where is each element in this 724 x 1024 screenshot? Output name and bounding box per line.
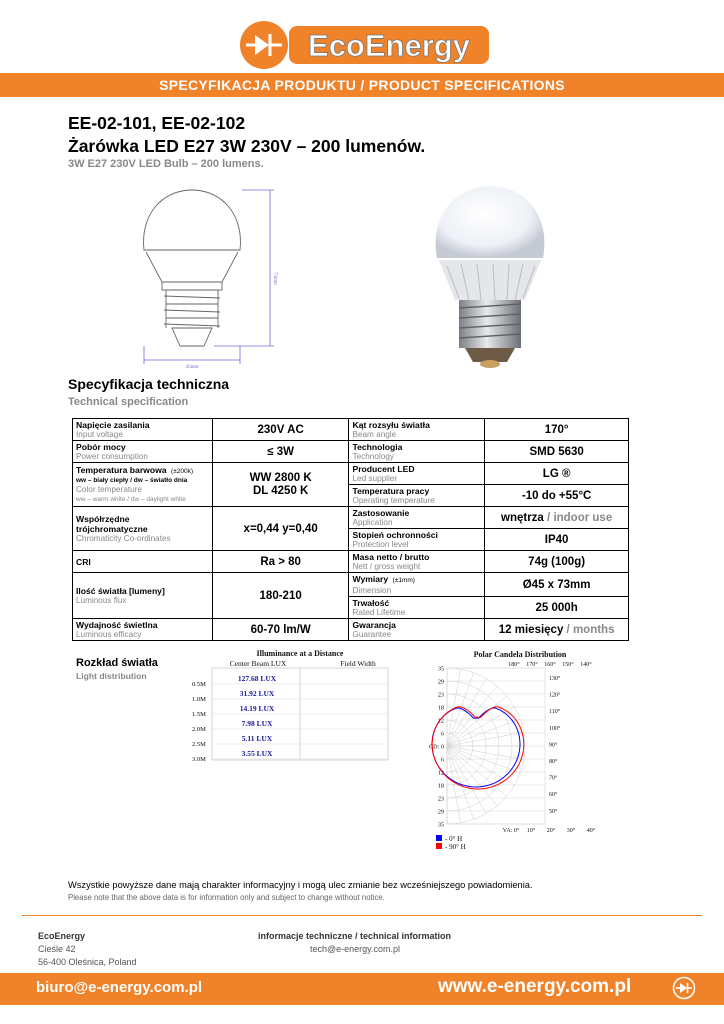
lux-value: 5.11 LUX [241,734,273,743]
spec-value: WW 2800 K DL 4250 K [212,463,349,507]
spec-label: Trwałość Rated Lifetime [349,597,485,619]
spec-label: Ilość światła [lumeny] Luminous flux [73,573,213,619]
logo-text: EcoEnergy [308,28,470,63]
spec-value: 74g (100g) [485,551,629,573]
table-row [73,419,629,441]
legend-swatch-blue [436,835,442,841]
spec-subtitle: Technical specification [68,396,189,408]
banner: SPECYFIKACJA PRODUKTU / PRODUCT SPECIFICATIONS [0,73,724,97]
polar-radial-tick: 12 [437,717,444,725]
polar-radial-tick: 18 [437,704,444,712]
height-dimension: 73mm [272,272,277,285]
product-title-en: 3W E27 230V LED Bulb – 200 lumens. [68,158,264,170]
width-dimension: 45mm [185,365,199,370]
spec-value: x=0,44 y=0,40 [212,507,349,551]
spec-label: Temperatura pracy Operating temperature [349,485,485,507]
polar-angle-top: 180° [508,662,520,668]
spec-value: 60-70 lm/W [212,619,349,641]
polar-angle-top: 150° [562,662,574,668]
spec-value: wnętrza / indoor use [485,507,629,529]
spec-value: 170° [485,419,629,441]
polar-radial-tick: 12 [437,769,444,777]
footer-tech [258,930,451,956]
product-codes: EE-02-101, EE-02-102 [68,113,246,133]
illuminance-title: Illuminance at a Distance [256,649,344,658]
legend-90h: - 90° H [445,843,466,851]
table-row [73,551,629,573]
distribution-title: Rozkład światła [76,657,158,669]
polar-angle-bottom: 40° [586,828,596,834]
polar-angle-top: 140° [580,662,592,668]
spec-label: Współrzędne trójchromatyczne Chromaticity Co-ordinates [73,507,213,551]
polar-radial-tick: 23 [437,691,444,699]
lux-value: 3.55 LUX [241,749,273,758]
illuminance-chart [190,648,390,766]
table-row [73,619,629,641]
polar-angle-top: 160° [544,662,556,668]
footer-tech-email[interactable]: tech@e-energy.com.pl [310,944,401,954]
spec-label: Technologia Technology [349,441,485,463]
polar-angle-bottom: 30° [566,828,576,834]
spec-label: Wydajność świetlna Luminous efficacy [73,619,213,641]
footer-divider [22,915,702,916]
spec-label: Gwarancja Guarantee [349,619,485,641]
bulb-technical-drawing [132,180,292,370]
spec-label: Temperatura barwowa (±200k) ww – biały ciepły / dw – światło dnia Color temperature ww – warm white / dw – daylight white [73,463,213,507]
spec-value: -10 do +55°C [485,485,629,507]
distance-label: 0.5M [192,681,206,688]
spec-value: 230V AC [212,419,349,441]
footer-email-link[interactable]: biuro@e-energy.com.pl [36,979,203,996]
polar-title: Polar Candela Distribution [473,650,567,659]
polar-radial-tick: CD: 0 [429,743,444,751]
legend-0h: - 0° H [445,835,463,843]
illuminance-col-lux: Center Beam LUX [229,659,287,668]
polar-angle-right: 80° [549,759,558,765]
spec-value: 12 miesięcy / months [485,619,629,641]
polar-angle-bottom: VA: 0° [502,828,520,834]
spec-value: 25 000h [485,597,629,619]
polar-angle-top: 170° [526,662,538,668]
table-row [73,441,629,463]
polar-radial-tick: 6 [440,756,444,764]
spec-label: Zastosowanie Application [349,507,485,529]
polar-radial-tick: 35 [437,665,444,673]
spec-value: 180-210 [212,573,349,619]
spec-label: Napięcie zasilania Input voltage [73,419,213,441]
disclaimer-en: Please note that the above data is for information only and subject to change without notice. [68,893,385,902]
legend-swatch-red [436,843,442,849]
polar-angle-right: 100° [549,725,561,732]
ecoenergy-logo [237,18,491,72]
illuminance-col-field: Field Width [340,659,376,668]
distance-label: 3.0M [192,756,206,763]
polar-candela-chart [412,648,620,854]
polar-radial-tick: 23 [437,795,444,803]
distance-label: 1.5M [192,711,206,718]
polar-radial-tick: 29 [437,808,444,816]
spec-value: ≤ 3W [212,441,349,463]
distance-label: 2.0M [192,726,206,733]
disclaimer-pl: Wszystkie powyższe dane mają charakter informacyjny i mogą ulec zmianie bez wcześniejszego powiadomienia. [68,880,533,890]
polar-angle-right: 110° [549,709,561,716]
spec-label: Pobór mocy Power consumption [73,441,213,463]
distribution-subtitle: Light distribution [76,671,147,681]
polar-radial-tick: 29 [437,678,444,686]
footer-company: EcoEnergy [38,931,86,941]
lux-value: 31.92 LUX [239,689,275,698]
diode-icon [672,976,696,1000]
footer-website-link[interactable]: www.e-energy.com.pl [438,976,632,997]
lux-value: 7.98 LUX [241,719,273,728]
spec-value: SMD 5630 [485,441,629,463]
polar-series-90h [432,704,524,789]
polar-angle-right: 50° [549,808,558,815]
spec-label: Kąt rozsyłu światła Beam angle [349,419,485,441]
polar-angle-right: 70° [549,775,558,782]
lux-value: 14.19 LUX [239,704,275,713]
footer-tech-label: informacje techniczne / technical information [258,931,452,941]
spec-label: Producent LED Led supplier [349,463,485,485]
spec-value: LG ® [485,463,629,485]
spec-value: Ø45 x 73mm [485,573,629,597]
polar-angle-right: 60° [549,792,558,799]
polar-radial-tick: 18 [437,782,444,790]
footer-street: Cieśle 42 [38,944,76,954]
spec-label: Wymiary (±1mm) Dimension [349,573,485,597]
spec-title: Specyfikacja techniczna [68,376,230,392]
table-row [73,507,629,529]
spec-table [72,418,629,641]
polar-angle-bottom: 10° [526,828,536,834]
lux-value: 127.68 LUX [237,674,277,683]
table-row [73,463,629,485]
spec-label: Stopień ochronności Protection level [349,529,485,551]
spec-label: CRI [73,551,213,573]
table-row [73,573,629,597]
polar-angle-right: 90° [549,742,558,749]
polar-radial-tick: 35 [437,821,444,829]
spec-value: IP40 [485,529,629,551]
footer-address [38,930,137,969]
footer-city: 56-400 Oleśnica, Poland [38,957,137,967]
product-title-pl: Żarówka LED E27 3W 230V – 200 lumenów. [68,136,426,156]
polar-angle-bottom: 20° [546,828,556,834]
distance-label: 2.5M [192,741,206,748]
polar-angle-right: 130° [549,676,561,682]
distance-label: 1.0M [192,696,206,703]
spec-label: Masa netto / brutto Nett / gross weight [349,551,485,573]
polar-radial-tick: 6 [440,730,444,738]
polar-angle-right: 120° [549,692,561,699]
bulb-photo [425,180,555,372]
spec-value: Ra > 80 [212,551,349,573]
